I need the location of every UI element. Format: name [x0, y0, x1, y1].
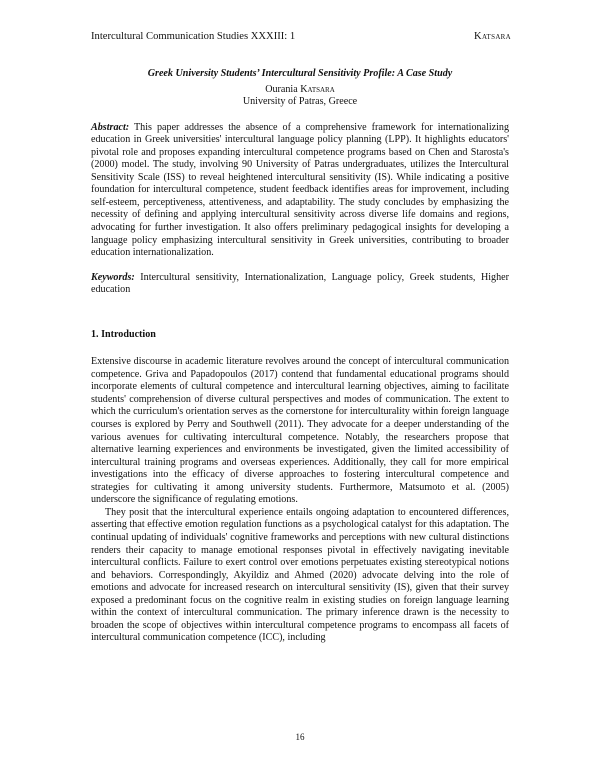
keywords	[91, 272, 509, 297]
section-heading-introduction: 1. Introduction	[91, 328, 156, 340]
author-running-title: Katsara	[474, 31, 511, 42]
author-name	[91, 84, 509, 97]
author-first-name: Ourania	[265, 83, 298, 95]
introduction-paragraph-1: Extensive discourse in academic literature revolves around the concept of intercultural communication competence. Griva and Papadopoulos (2017) contend that fundamental educational programs should incorporate elements of cultural competence and intercultural learning objectives, aiming to facilitate students' comprehension of diverse cultural perspectives and modes of communication. The extent to which the curriculum's orientation serves as the cornerstone for interculturality within foreign language courses is explored by Perry and Southwell (2011). They advocate for a deeper understanding of the various avenues for cultivating intercultural competence. Notably, the researchers propose that alternative learning experiences and environments be investigated, given the limited accessibility of intercultural training programs and overseas experiences. Additionally, they call for more empirical investigations into the efficacy of diverse approaches to fostering intercultural competence and strategies for cultivating it among university students. Furthermore, Matsumoto et al. (2005) underscore the significance of regulating emotions.	[91, 356, 509, 506]
author-affiliation: University of Patras, Greece	[242, 96, 358, 108]
abstract-text: This paper addresses the absence of a comprehensive framework for internationalizing education in Greek universities' intercultural language policy planning (LPP). It highlights educators' pivotal role and proposes expanding intercultural competence programs based on Chen and Starosta's (2000) model. The study, involving 90 University of Patras undergraduates, utilizes the Intercultural Sensitivity Scale (ISS) to reveal heightened intercultural sensitivity (IS). While indicating a positive foundation for intercultural competence, student feedback identifies areas for improvement, including self-esteem, perceptiveness, attentiveness, and adaptability. The study concludes by emphasizing the necessity of defining and applying intercultural sensitivity across diverse life domains and regions, advocating for further investigation. It also offers preliminary pedagogical insights for developing a language policy emphasizing intercultural sensitivity in Greek universities, contributing to broader education internationalization.	[91, 121, 510, 259]
journal-running-title: Intercultural Communication Studies XXXIII: 1	[91, 31, 296, 42]
running-header	[91, 31, 511, 42]
author-last-name: Katsara	[300, 83, 335, 95]
article-body	[91, 68, 509, 645]
keywords-label: Keywords:	[91, 271, 135, 283]
abstract-label: Abstract:	[91, 121, 130, 133]
article-title: Greek University Students’ Intercultural Sensitivity Profile: A Case Study	[147, 68, 453, 79]
abstract	[91, 122, 509, 260]
page-number: 16	[295, 732, 305, 742]
keywords-text: Intercultural sensitivity, Internationalization, Language policy, Greek students, Higher education	[91, 271, 509, 296]
introduction-paragraph-2: They posit that the intercultural experience entails ongoing adaptation to encountered differences, asserting that effective emotion regulation functions as a psychological catalyst for this adaptation. The continual updating of individuals' cognitive frameworks and perceptions with new cultural distinctions renders their capacity to manage emotional responses pivotal in effectively navigating inevitable intercultural conflicts. Failure to exert control over emotions perpetuates existing stereotypical notions and behaviors. Correspondingly, Akyildiz and Ahmed (2020) advocate delving into the role of emotions and advocate for increased research on intercultural sensitivity (IS), given that their survey exposed a predominant focus on the cognitive realm in existing studies on foreign language learning within the context of intercultural communication. The primary inference drawn is the necessity to broaden the scope of objectives within intercultural competence programs to encompass all facets of intercultural communication competence (ICC), including	[91, 506, 509, 644]
